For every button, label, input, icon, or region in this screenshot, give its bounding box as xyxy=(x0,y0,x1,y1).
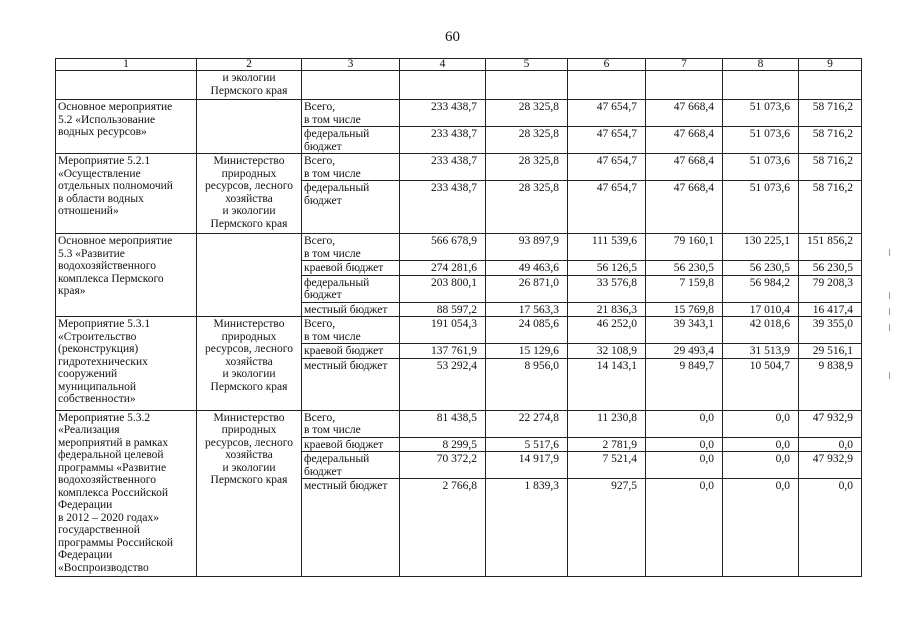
value-cell: 17 010,4 xyxy=(723,302,799,317)
column-header: 6 xyxy=(568,59,646,71)
value-cell: 15 129,6 xyxy=(486,344,568,359)
page-number: 60 xyxy=(445,29,460,45)
value-cell: 203 800,1 xyxy=(400,275,486,302)
column-header: 3 xyxy=(302,59,400,71)
value-cell: 233 438,7 xyxy=(400,154,486,181)
column-number-row xyxy=(56,59,862,71)
value-cell: 5 517,6 xyxy=(486,437,568,452)
value-cell: 46 252,0 xyxy=(568,317,646,344)
column-header: 1 xyxy=(56,59,197,71)
value-cell: 566 678,9 xyxy=(400,234,486,261)
executor xyxy=(197,100,302,154)
executor: Министерство природных ресурсов, лесного хозяйства и экологии Пермского края xyxy=(197,410,302,577)
column-header: 2 xyxy=(197,59,302,71)
value-cell: 81 438,5 xyxy=(400,410,486,437)
measure-name: Основное мероприятие 5.2 «Использование водных ресурсов» xyxy=(56,100,197,154)
executor: Министерство природных ресурсов, лесного хозяйства и экологии Пермского края xyxy=(197,317,302,411)
value-cell: 28 325,8 xyxy=(486,127,568,154)
value-cell: 39 343,1 xyxy=(646,317,723,344)
measure-name: Мероприятие 5.3.1 «Строительство (реконструкция) гидротехнических сооружений муниципальной собственности» xyxy=(56,317,197,411)
value-cell: 0,0 xyxy=(646,452,723,479)
value-cell: 79 208,3 xyxy=(799,275,862,302)
measure-name xyxy=(56,71,197,100)
column-header: 5 xyxy=(486,59,568,71)
funding-source: Всего, в том числе xyxy=(302,234,400,261)
value-cell: 47 932,9 xyxy=(799,452,862,479)
funding-source: Всего, в том числе xyxy=(302,154,400,181)
column-header: 9 xyxy=(799,59,862,71)
funding-source: краевой бюджет xyxy=(302,437,400,452)
executor xyxy=(197,234,302,317)
value-cell: 7 521,4 xyxy=(568,452,646,479)
value-cell: 47 668,4 xyxy=(646,100,723,127)
value-cell: 47 654,7 xyxy=(568,127,646,154)
funding-source: Всего, в том числе xyxy=(302,100,400,127)
value-cell: 47 668,4 xyxy=(646,154,723,181)
value-cell: 0,0 xyxy=(723,479,799,577)
value-cell: 70 372,2 xyxy=(400,452,486,479)
value-cell: 0,0 xyxy=(723,452,799,479)
table-row xyxy=(56,154,862,181)
value-cell: 22 274,8 xyxy=(486,410,568,437)
value-cell: 58 716,2 xyxy=(799,181,862,234)
value-cell xyxy=(646,71,723,100)
funding-source: федеральный бюджет xyxy=(302,452,400,479)
value-cell: 9 838,9 xyxy=(799,358,862,410)
value-cell: 47 654,7 xyxy=(568,154,646,181)
value-cell: 26 871,0 xyxy=(486,275,568,302)
value-cell: 51 073,6 xyxy=(723,181,799,234)
value-cell: 111 539,6 xyxy=(568,234,646,261)
value-cell: 47 654,7 xyxy=(568,181,646,234)
value-cell: 49 463,6 xyxy=(486,261,568,276)
value-cell: 28 325,8 xyxy=(486,100,568,127)
funding-source: федеральный бюджет xyxy=(302,275,400,302)
value-cell: 33 576,8 xyxy=(568,275,646,302)
executor: Министерство природных ресурсов, лесного хозяйства и экологии Пермского края xyxy=(197,154,302,234)
value-cell: 21 836,3 xyxy=(568,302,646,317)
value-cell: 137 761,9 xyxy=(400,344,486,359)
value-cell: 53 292,4 xyxy=(400,358,486,410)
funding-source: местный бюджет xyxy=(302,358,400,410)
table-row xyxy=(56,71,862,100)
column-header: 7 xyxy=(646,59,723,71)
value-cell: 51 073,6 xyxy=(723,100,799,127)
value-cell: 274 281,6 xyxy=(400,261,486,276)
value-cell: 14 143,1 xyxy=(568,358,646,410)
column-header: 4 xyxy=(400,59,486,71)
value-cell: 47 668,4 xyxy=(646,127,723,154)
value-cell: 29 516,1 xyxy=(799,344,862,359)
value-cell: 130 225,1 xyxy=(723,234,799,261)
funding-source: местный бюджет xyxy=(302,479,400,577)
value-cell: 58 716,2 xyxy=(799,154,862,181)
measure-name: Основное мероприятие 5.3 «Развитие водохозяйственного комплекса Пермского края» xyxy=(56,234,197,317)
value-cell: 233 438,7 xyxy=(400,100,486,127)
value-cell: 56 230,5 xyxy=(799,261,862,276)
value-cell: 28 325,8 xyxy=(486,181,568,234)
table-row xyxy=(56,317,862,344)
measure-name: Мероприятие 5.2.1 «Осуществление отдельных полномочий в области водных отношений» xyxy=(56,154,197,234)
value-cell: 0,0 xyxy=(723,437,799,452)
value-cell: 56 984,2 xyxy=(723,275,799,302)
value-cell: 56 230,5 xyxy=(646,261,723,276)
value-cell: 39 355,0 xyxy=(799,317,862,344)
value-cell: 79 160,1 xyxy=(646,234,723,261)
budget-table xyxy=(55,58,862,577)
value-cell: 28 325,8 xyxy=(486,154,568,181)
value-cell: 14 917,9 xyxy=(486,452,568,479)
value-cell xyxy=(799,71,862,100)
value-cell: 32 108,9 xyxy=(568,344,646,359)
value-cell: 16 417,4 xyxy=(799,302,862,317)
value-cell: 0,0 xyxy=(646,437,723,452)
funding-source: Всего, в том числе xyxy=(302,410,400,437)
value-cell: 11 230,8 xyxy=(568,410,646,437)
value-cell: 88 597,2 xyxy=(400,302,486,317)
scan-mark xyxy=(889,372,890,379)
value-cell: 15 769,8 xyxy=(646,302,723,317)
value-cell xyxy=(400,71,486,100)
value-cell: 51 073,6 xyxy=(723,154,799,181)
value-cell: 58 716,2 xyxy=(799,127,862,154)
value-cell: 24 085,6 xyxy=(486,317,568,344)
value-cell: 29 493,4 xyxy=(646,344,723,359)
value-cell: 93 897,9 xyxy=(486,234,568,261)
value-cell: 1 839,3 xyxy=(486,479,568,577)
scan-mark xyxy=(889,308,890,315)
value-cell: 47 668,4 xyxy=(646,181,723,234)
scan-mark xyxy=(889,292,890,299)
funding-source: краевой бюджет xyxy=(302,344,400,359)
value-cell: 2 781,9 xyxy=(568,437,646,452)
value-cell: 8 299,5 xyxy=(400,437,486,452)
executor: и экологии Пермского края xyxy=(197,71,302,100)
value-cell: 191 054,3 xyxy=(400,317,486,344)
value-cell: 0,0 xyxy=(799,437,862,452)
value-cell: 56 126,5 xyxy=(568,261,646,276)
value-cell: 56 230,5 xyxy=(723,261,799,276)
value-cell: 9 849,7 xyxy=(646,358,723,410)
value-cell: 10 504,7 xyxy=(723,358,799,410)
funding-source: краевой бюджет xyxy=(302,261,400,276)
value-cell: 0,0 xyxy=(646,479,723,577)
scan-mark xyxy=(889,249,890,256)
table-row xyxy=(56,234,862,261)
value-cell: 0,0 xyxy=(646,410,723,437)
value-cell: 42 018,6 xyxy=(723,317,799,344)
value-cell xyxy=(568,71,646,100)
value-cell: 0,0 xyxy=(799,479,862,577)
table-row xyxy=(56,100,862,127)
value-cell: 151 856,2 xyxy=(799,234,862,261)
value-cell: 47 654,7 xyxy=(568,100,646,127)
funding-source: Всего, в том числе xyxy=(302,317,400,344)
value-cell: 233 438,7 xyxy=(400,127,486,154)
value-cell: 58 716,2 xyxy=(799,100,862,127)
value-cell: 233 438,7 xyxy=(400,181,486,234)
value-cell: 2 766,8 xyxy=(400,479,486,577)
column-header: 8 xyxy=(723,59,799,71)
funding-source xyxy=(302,71,400,100)
funding-source: федеральный бюджет xyxy=(302,181,400,234)
value-cell: 0,0 xyxy=(723,410,799,437)
value-cell: 51 073,6 xyxy=(723,127,799,154)
value-cell xyxy=(723,71,799,100)
funding-source: федеральный бюджет xyxy=(302,127,400,154)
value-cell: 47 932,9 xyxy=(799,410,862,437)
scan-mark xyxy=(889,324,890,331)
value-cell xyxy=(486,71,568,100)
value-cell: 17 563,3 xyxy=(486,302,568,317)
table-row xyxy=(56,410,862,437)
funding-source: местный бюджет xyxy=(302,302,400,317)
value-cell: 8 956,0 xyxy=(486,358,568,410)
measure-name: Мероприятие 5.3.2 «Реализация мероприятий в рамках федеральной целевой программы «Развитие водохозяйственного комплекса Российской Федерации в 2012 – 2020 годах» государственной программы Российской Федерации «Воспроизводство xyxy=(56,410,197,577)
value-cell: 927,5 xyxy=(568,479,646,577)
value-cell: 31 513,9 xyxy=(723,344,799,359)
value-cell: 7 159,8 xyxy=(646,275,723,302)
